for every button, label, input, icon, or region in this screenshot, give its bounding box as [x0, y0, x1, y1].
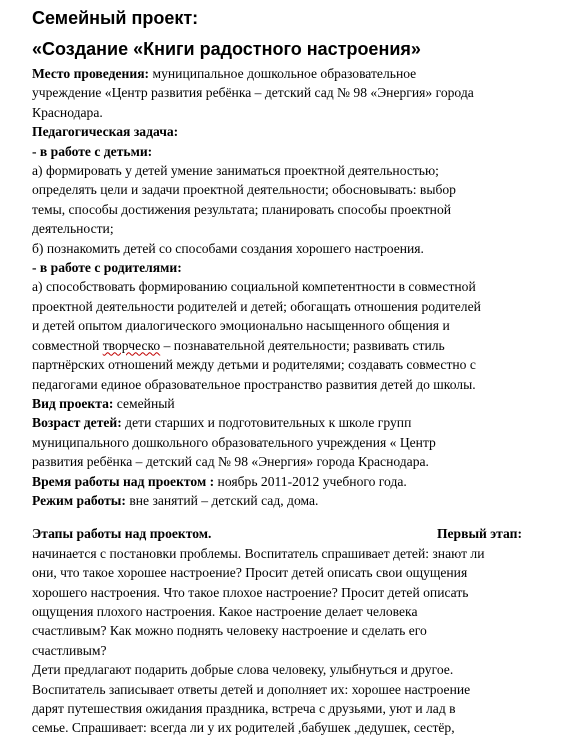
spellcheck-word: творческо: [102, 337, 161, 353]
place-paragraph: [32, 64, 552, 83]
age-text-1: дети старших и подготовительных к школе групп: [121, 415, 412, 431]
stages-line6: счастливым?: [32, 642, 107, 658]
document-title-line1: Семейный проект:: [32, 8, 199, 28]
task-c-line5: партнёрских отношений между детьми и родителями; создавать совместно с: [32, 357, 476, 373]
task-c-line4c: – познавательной деятельности; развивать стиль: [160, 337, 445, 353]
age-paragraph: [32, 413, 552, 432]
task-children-label: - в работе с детьми:: [32, 143, 153, 159]
age-label: Возраст детей:: [32, 415, 122, 431]
stages-line8: Воспитатель записывает ответы детей и дополняет их: хорошее настроение: [32, 681, 471, 697]
task-label: Педагогическая задача:: [32, 124, 179, 140]
kind-paragraph: [32, 394, 552, 413]
paragraph-gap: [32, 510, 552, 524]
task-c-line2: проектной деятельности родителей и детей; обогащать отношения родителей: [32, 298, 481, 314]
task-c-line6: педагогами единое образовательное пространство развития детей до школы.: [32, 376, 476, 392]
stages-heading: [32, 524, 552, 543]
stages-line9: дарят путешествия ожидания праздника, встреча с друзьями, уют и лад в: [32, 701, 456, 716]
kind-value: семейный: [113, 395, 175, 411]
time-label: Время работы над проектом :: [32, 473, 215, 489]
place-text-1: муниципальное дошкольное образовательное: [149, 66, 417, 81]
time-paragraph: [32, 472, 552, 491]
place-text-2: учреждение «Центр развития ребёнка – детский сад № 98 «Энергия» города: [32, 85, 474, 101]
place-label: Место проведения:: [32, 66, 150, 81]
task-c-line4a: совместной: [32, 337, 103, 353]
task-c-line3: и детей опытом диалогического эмоционально насыщенного общения и: [32, 318, 450, 334]
document-title-line2: «Создание «Книги радостного настроения»: [32, 39, 421, 59]
stages-line3: хорошего настроения. Что такое плохое настроение? Просит детей описать: [32, 584, 469, 600]
stages-label: Этапы работы над проектом.: [32, 526, 212, 542]
age-text-2: муниципального дошкольного образовательного учреждения « Центр: [32, 434, 436, 450]
kind-label: Вид проекта:: [32, 395, 114, 411]
task-a-line4: деятельности;: [32, 221, 114, 237]
stages-line10: семье. Спрашивает: всегда ли у их родителей ,бабушек ,дедушек, сестёр,: [32, 720, 455, 736]
stages-first-label: Первый этап:: [436, 526, 522, 542]
task-c-line1: а) способствовать формированию социальной компетентности в совместной: [32, 279, 476, 295]
task-c-line4: [32, 336, 552, 355]
mode-value: вне занятий – детский сад, дома.: [125, 492, 319, 508]
stages-line4: ощущения плохого настроения. Какое настроение делает человека: [32, 603, 418, 619]
task-a-line1: а) формировать у детей умение заниматься проектной деятельностью;: [32, 163, 439, 179]
stages-line7: Дети предлагают подарить добрые слова человеку, улыбнуться и другое.: [32, 662, 454, 678]
time-value: ноябрь 2011-2012 учебного года.: [214, 473, 407, 489]
mode-label: Режим работы:: [32, 492, 126, 508]
task-b-line1: б) познакомить детей со способами создания хорошего настроения.: [32, 240, 424, 256]
place-text-3: Краснодара.: [32, 104, 103, 120]
age-text-3: развития ребёнка – детский сад № 98 «Энергия» города Краснодара.: [32, 454, 429, 470]
task-a-line3: темы, способы достижения результата; планировать способы проектной: [32, 201, 452, 217]
stages-line5: счастливым? Как можно поднять человеку настроение и сделать его: [32, 623, 427, 639]
mode-paragraph: [32, 491, 552, 510]
stages-line1: начинается с постановки проблемы. Воспитатель спрашивает детей: знают ли: [32, 545, 485, 561]
task-a-line2: определять цели и задачи проектной деятельности; обосновывать: выбор: [32, 182, 456, 198]
task-parents-label: - в работе с родителями:: [32, 260, 182, 276]
stages-line2: они, что такое хорошее настроение? Просит детей описать свои ощущения: [32, 565, 468, 581]
